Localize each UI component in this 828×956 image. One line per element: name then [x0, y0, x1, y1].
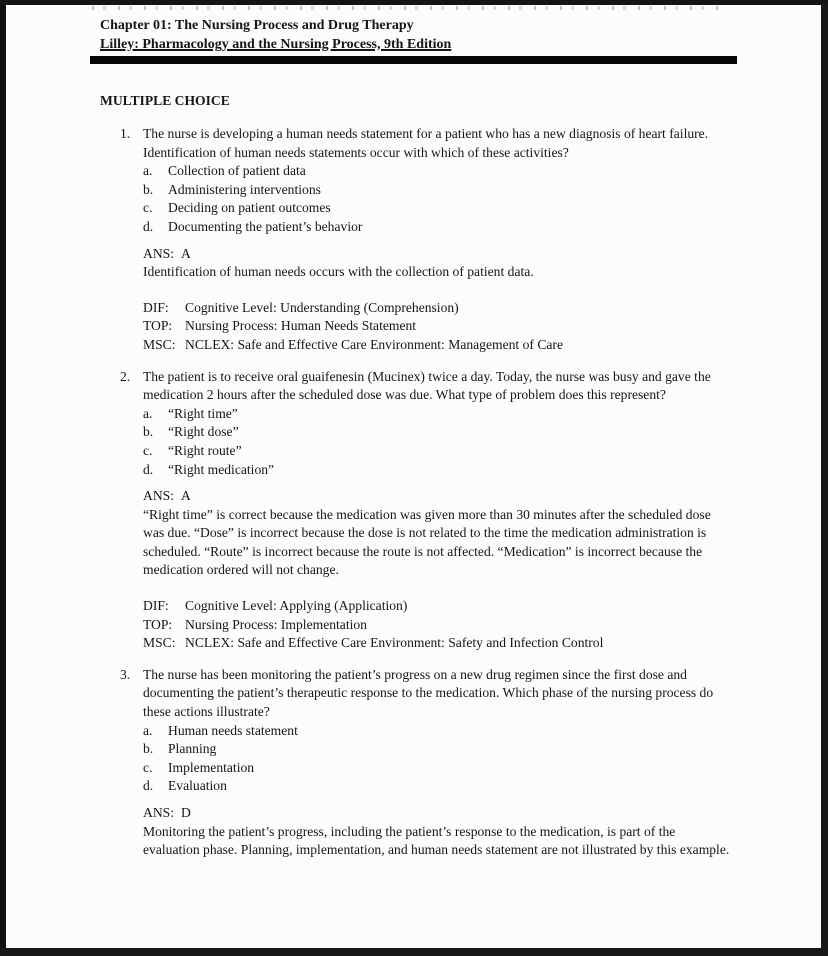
- meta-value: Nursing Process: Implementation: [185, 616, 367, 632]
- screen-edge-top: [0, 0, 828, 5]
- question-number: 2.: [120, 368, 131, 384]
- meta-label: TOP:: [143, 616, 173, 632]
- question-3-head: [120, 666, 760, 722]
- option-c: [143, 442, 760, 461]
- question-number: 1.: [120, 126, 131, 141]
- answer-line: [143, 804, 735, 823]
- option-letter: c.: [143, 442, 153, 458]
- section-heading: MULTIPLE CHOICE: [100, 93, 230, 108]
- question-2-head: [120, 368, 760, 405]
- meta-value: Cognitive Level: Applying (Application): [185, 598, 408, 614]
- meta-dif: [143, 597, 760, 616]
- option-letter: a.: [143, 722, 153, 738]
- rationale: Monitoring the patient’s progress, including the patient’s response to the medication, is part of the evaluation phase. Planning, implementation, and human needs statement are not illustrated by this example.: [143, 823, 730, 858]
- header-rule: [90, 56, 737, 64]
- screen-edge-right: [821, 0, 828, 956]
- meta-label: MSC:: [143, 635, 176, 651]
- answer-letter: D: [180, 805, 191, 820]
- option-text: “Right dose”: [168, 424, 239, 440]
- option-text: “Right medication”: [168, 461, 275, 477]
- option-text: “Right time”: [168, 405, 238, 421]
- meta-top: [143, 616, 760, 635]
- meta-label: MSC:: [143, 336, 176, 352]
- meta-dif: [143, 299, 760, 318]
- question-2-options: [143, 405, 760, 479]
- option-b: [143, 740, 760, 759]
- option-letter: b.: [143, 424, 154, 440]
- question-1-options: [143, 162, 760, 236]
- answer-letter: A: [180, 488, 191, 504]
- option-text: Collection of patient data: [168, 163, 306, 179]
- question-stem: The nurse is developing a human needs statement for a patient who has a new diagnosis of heart failure. Identification of human needs statements occur with which of these activities?: [143, 126, 709, 160]
- question-3-answer: [143, 804, 735, 860]
- option-text: Documenting the patient’s behavior: [168, 218, 363, 234]
- meta-value: NCLEX: Safe and Effective Care Environment: Management of Care: [185, 336, 563, 352]
- option-text: Human needs statement: [168, 722, 298, 738]
- option-c: [143, 199, 760, 218]
- question-number: 3.: [120, 666, 131, 682]
- option-letter: c.: [143, 200, 153, 216]
- meta-msc: [143, 336, 760, 355]
- option-letter: d.: [143, 218, 154, 234]
- screen-edge-bottom: [0, 948, 828, 956]
- answer-label: ANS:: [143, 245, 174, 261]
- option-d: [143, 777, 760, 796]
- option-text: “Right route”: [168, 442, 242, 458]
- question-1: [120, 125, 760, 355]
- option-a: [143, 162, 760, 181]
- option-text: Administering interventions: [168, 181, 321, 197]
- question-3: [120, 666, 760, 860]
- answer-letter: A: [180, 245, 191, 261]
- book-title: Lilley: Pharmacology and the Nursing Process, 9th Edition: [100, 37, 452, 52]
- page-content: [0, 16, 828, 860]
- meta-label: DIF:: [143, 598, 169, 614]
- cropped-text-remnant: [92, 6, 722, 10]
- option-letter: b.: [143, 741, 154, 757]
- meta-label: TOP:: [143, 318, 173, 334]
- question-2-answer: [143, 487, 735, 580]
- option-text: Planning: [168, 741, 217, 757]
- option-a: [143, 722, 760, 741]
- screen-edge-left: [0, 0, 6, 956]
- answer-line: [143, 245, 735, 264]
- option-letter: a.: [143, 163, 153, 179]
- meta-top: [143, 317, 760, 336]
- meta-value: NCLEX: Safe and Effective Care Environment: Safety and Infection Control: [185, 635, 604, 651]
- option-letter: d.: [143, 461, 154, 477]
- option-text: Evaluation: [168, 778, 227, 794]
- answer-label: ANS:: [143, 805, 174, 820]
- rationale: “Right time” is correct because the medication was given more than 30 minutes after the scheduled dose was due. “Dose” is incorrect because the dose is not related to the time the medication administration is scheduled. “Route” is incorrect because the route is not affected. “Medication” is incorrect because the medication ordered will not change.: [143, 506, 711, 578]
- option-letter: c.: [143, 759, 153, 775]
- meta-value: Nursing Process: Human Needs Statement: [185, 318, 417, 334]
- option-letter: a.: [143, 405, 153, 421]
- question-2: [120, 368, 760, 653]
- question-1-answer: [143, 245, 735, 282]
- rationale: Identification of human needs occurs with the collection of patient data.: [143, 264, 534, 280]
- option-a: [143, 405, 760, 424]
- option-b: [143, 423, 760, 442]
- chapter-title: Chapter 01: The Nursing Process and Drug Therapy: [100, 18, 414, 33]
- answer-label: ANS:: [143, 488, 174, 504]
- question-stem: The patient is to receive oral guaifenesin (Mucinex) twice a day. Today, the nurse was busy and gave the medication 2 hours after the scheduled dose was due. What type of problem does this represent?: [143, 368, 711, 403]
- option-d: [143, 218, 760, 237]
- question-1-meta: [143, 299, 760, 355]
- option-c: [143, 759, 760, 778]
- option-text: Implementation: [168, 759, 255, 775]
- meta-msc: [143, 634, 760, 653]
- option-b: [143, 181, 760, 200]
- option-letter: d.: [143, 778, 154, 794]
- document-header: [100, 16, 828, 54]
- question-stem: The nurse has been monitoring the patient’s progress on a new drug regimen since the first dose and documenting the patient’s therapeutic response to the medication. Which phase of the nursing process do these actions illustrate?: [143, 666, 714, 720]
- option-letter: b.: [143, 181, 154, 197]
- option-d: [143, 461, 760, 480]
- question-2-meta: [143, 597, 760, 653]
- question-1-head: [120, 125, 760, 162]
- meta-value: Cognitive Level: Understanding (Comprehension): [185, 299, 459, 315]
- question-3-options: [143, 722, 760, 796]
- meta-label: DIF:: [143, 299, 169, 315]
- option-text: Deciding on patient outcomes: [168, 200, 331, 216]
- answer-line: [143, 487, 735, 506]
